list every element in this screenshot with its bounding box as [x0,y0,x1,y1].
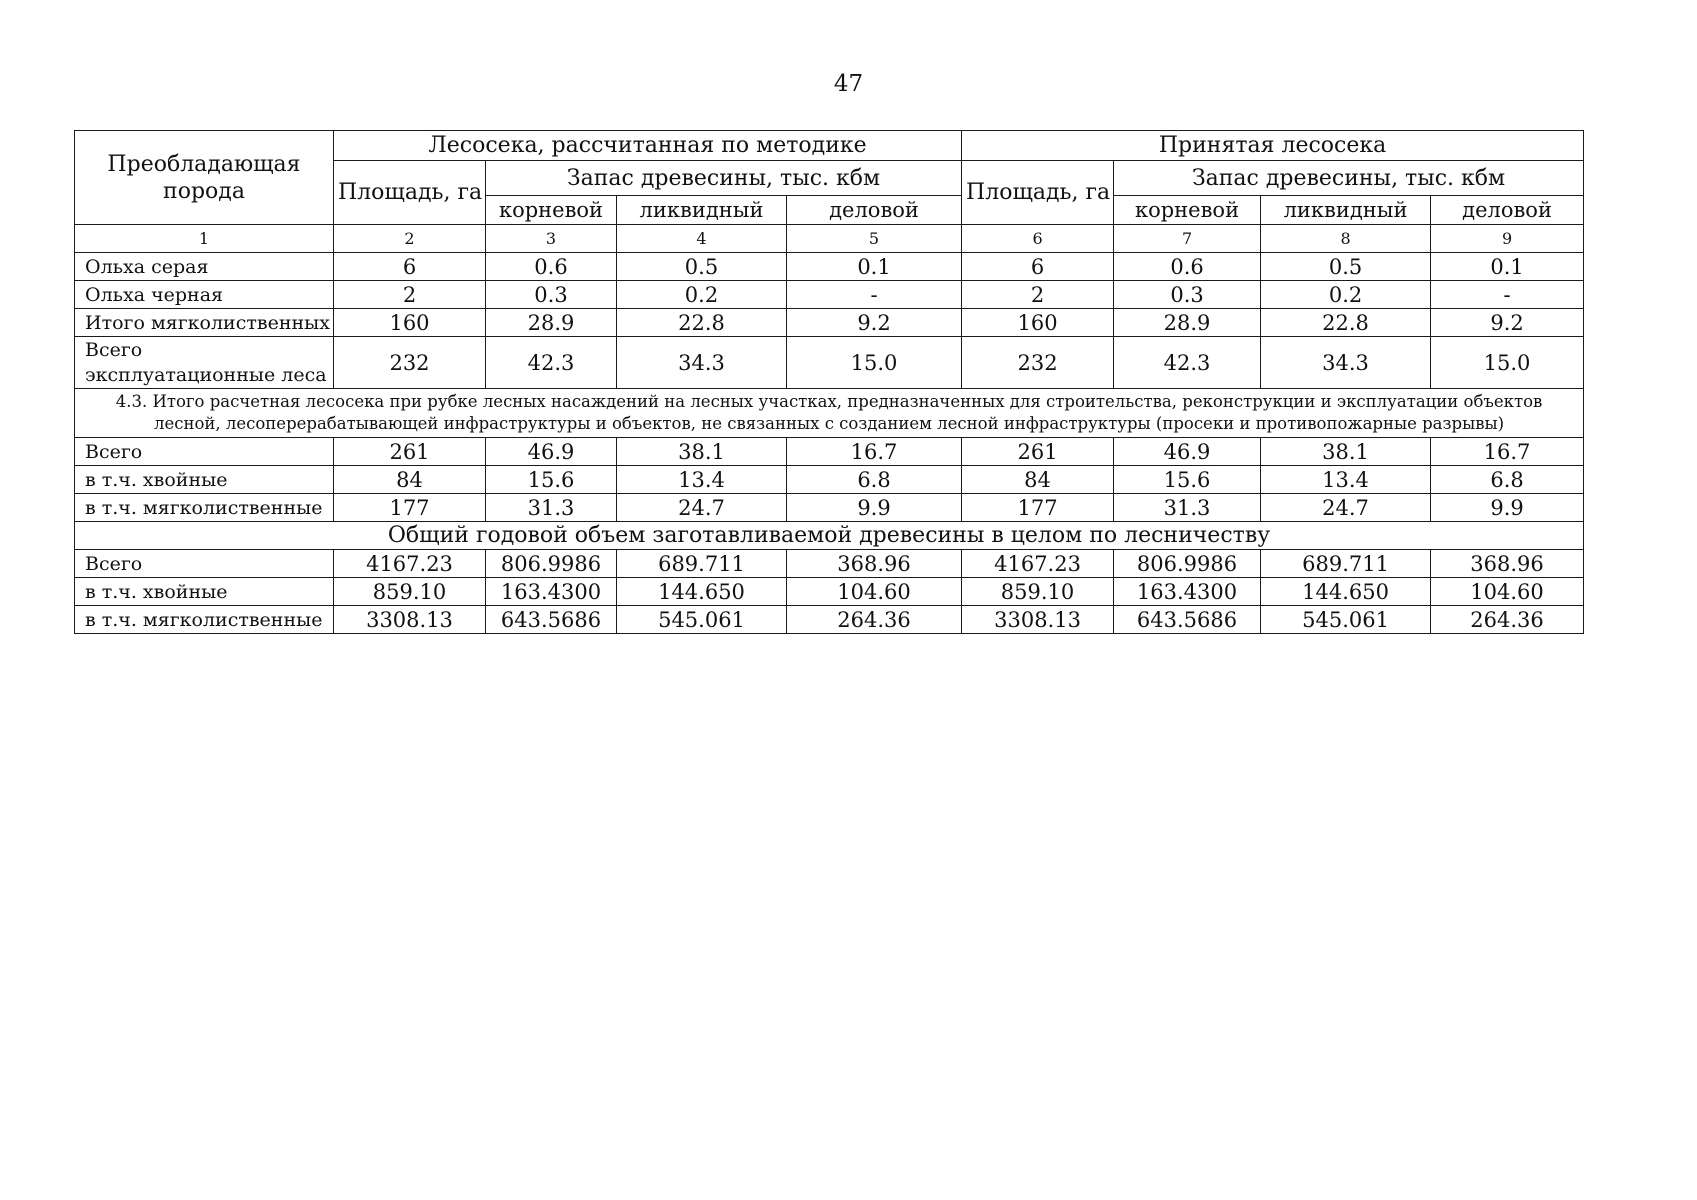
table-cell: 6.8 [787,466,962,494]
table-cell: 232 [334,337,486,389]
table-cell: 859.10 [334,578,486,606]
header-business-method: деловой [787,196,962,225]
table-cell: 6 [962,253,1114,281]
section-row [75,389,1584,438]
table-cell: 42.3 [486,337,617,389]
table-row [75,281,1584,309]
table-cell: 16.7 [787,438,962,466]
table-cell: 232 [962,337,1114,389]
table-cell: 264.36 [1431,606,1584,634]
table-cell: 104.60 [1431,578,1584,606]
table-cell: 261 [962,438,1114,466]
table-cell: 3308.13 [962,606,1114,634]
table-cell: 24.7 [1261,494,1431,522]
table-cell: 84 [334,466,486,494]
table-cell: 0.6 [486,253,617,281]
row-label: в т.ч. хвойные [75,466,334,494]
section-heading-4-3: 4.3. Итого расчетная лесосека при рубке лесных насаждений на лесных участках, предназначенных для строительства, реконструкции и эксплуатации объектов лесной, лесоперерабатывающей инфраструктуры и объектов, не связанных с созданием лесной инфраструктуры (просеки и противопожарные разрывы) [75,389,1584,438]
table-cell: 38.1 [1261,438,1431,466]
section-heading-total: Общий годовой объем заготавливаемой древесины в целом по лесничеству [75,522,1584,550]
page-number: 47 [833,71,864,97]
table-cell: 0.5 [617,253,787,281]
table-cell: 163.4300 [1114,578,1261,606]
table-cell: 160 [962,309,1114,337]
table-cell: 15.0 [1431,337,1584,389]
table-row [75,466,1584,494]
table-cell: 22.8 [1261,309,1431,337]
table-cell: 261 [334,438,486,466]
header-liquid-accepted: ликвидный [1261,196,1431,225]
table-cell: 9.9 [1431,494,1584,522]
table-row [75,578,1584,606]
header-group-method: Лесосека, рассчитанная по методике [334,131,962,161]
table-cell: - [787,281,962,309]
allowable-cut-table [74,130,1584,634]
table-row [75,309,1584,337]
table-cell: 0.5 [1261,253,1431,281]
row-label: Ольха серая [75,253,334,281]
table-cell: 6 [334,253,486,281]
column-number: 9 [1431,225,1584,253]
table-cell: 24.7 [617,494,787,522]
table-cell: 34.3 [617,337,787,389]
table-cell: 3308.13 [334,606,486,634]
table-cell: 15.6 [1114,466,1261,494]
row-label: Всего [75,550,334,578]
header-root-accepted: корневой [1114,196,1261,225]
header-species: Преобладающая порода [75,131,334,225]
table-cell: 13.4 [1261,466,1431,494]
column-number: 8 [1261,225,1431,253]
table-cell: 22.8 [617,309,787,337]
header-liquid-method: ликвидный [617,196,787,225]
table-cell: 689.711 [1261,550,1431,578]
table-cell: 9.2 [1431,309,1584,337]
table-cell: 177 [962,494,1114,522]
table-cell: 15.6 [486,466,617,494]
column-number: 5 [787,225,962,253]
table-cell: 859.10 [962,578,1114,606]
column-number: 1 [75,225,334,253]
table-cell: 28.9 [486,309,617,337]
column-number: 4 [617,225,787,253]
table-row [75,253,1584,281]
table-cell: 177 [334,494,486,522]
table-row [75,438,1584,466]
header-row-1 [75,131,1584,161]
table-cell: 4167.23 [334,550,486,578]
table-cell: 28.9 [1114,309,1261,337]
row-label: в т.ч. мягколиственные [75,606,334,634]
header-stock-accepted: Запас древесины, тыс. кбм [1114,161,1584,196]
table-cell: 0.1 [787,253,962,281]
table-cell: 9.9 [787,494,962,522]
column-number: 3 [486,225,617,253]
table-cell: 160 [334,309,486,337]
table-cell: 6.8 [1431,466,1584,494]
table-cell: 643.5686 [486,606,617,634]
table-cell: 31.3 [486,494,617,522]
header-group-accepted: Принятая лесосека [962,131,1584,161]
table-cell: 2 [334,281,486,309]
header-stock-method: Запас древесины, тыс. кбм [486,161,962,196]
table-cell: 163.4300 [486,578,617,606]
header-root-method: корневой [486,196,617,225]
table-cell: 2 [962,281,1114,309]
table-cell: 38.1 [617,438,787,466]
table-cell: 0.2 [1261,281,1431,309]
table-cell: 0.6 [1114,253,1261,281]
table-cell: 806.9986 [486,550,617,578]
table-cell: 0.3 [1114,281,1261,309]
table-row [75,606,1584,634]
table-cell: 104.60 [787,578,962,606]
table-row [75,337,1584,389]
table-cell: 31.3 [1114,494,1261,522]
table-cell: 806.9986 [1114,550,1261,578]
table-cell: 144.650 [1261,578,1431,606]
table-cell: 9.2 [787,309,962,337]
column-number: 6 [962,225,1114,253]
table-cell: 0.3 [486,281,617,309]
table-cell: - [1431,281,1584,309]
table-cell: 0.1 [1431,253,1584,281]
table-cell: 144.650 [617,578,787,606]
table-cell: 368.96 [1431,550,1584,578]
table-cell: 16.7 [1431,438,1584,466]
row-label: Всего эксплуатационные леса [75,337,334,389]
row-label: в т.ч. мягколиственные [75,494,334,522]
table-cell: 13.4 [617,466,787,494]
column-numbers-row [75,225,1584,253]
table-cell: 84 [962,466,1114,494]
table-cell: 368.96 [787,550,962,578]
header-business-accepted: деловой [1431,196,1584,225]
header-area-accepted: Площадь, га [962,161,1114,225]
row-label: Всего [75,438,334,466]
table-cell: 34.3 [1261,337,1431,389]
table-cell: 643.5686 [1114,606,1261,634]
row-label: в т.ч. хвойные [75,578,334,606]
row-label: Итого мягколиственных [75,309,334,337]
column-number: 7 [1114,225,1261,253]
table-cell: 689.711 [617,550,787,578]
table-cell: 46.9 [1114,438,1261,466]
table-cell: 545.061 [617,606,787,634]
column-number: 2 [334,225,486,253]
header-area-method: Площадь, га [334,161,486,225]
table-cell: 42.3 [1114,337,1261,389]
section-row [75,522,1584,550]
table-cell: 46.9 [486,438,617,466]
table-cell: 264.36 [787,606,962,634]
table-cell: 4167.23 [962,550,1114,578]
table-row [75,494,1584,522]
table-cell: 545.061 [1261,606,1431,634]
table-cell: 15.0 [787,337,962,389]
table-row [75,550,1584,578]
table-cell: 0.2 [617,281,787,309]
row-label: Ольха черная [75,281,334,309]
